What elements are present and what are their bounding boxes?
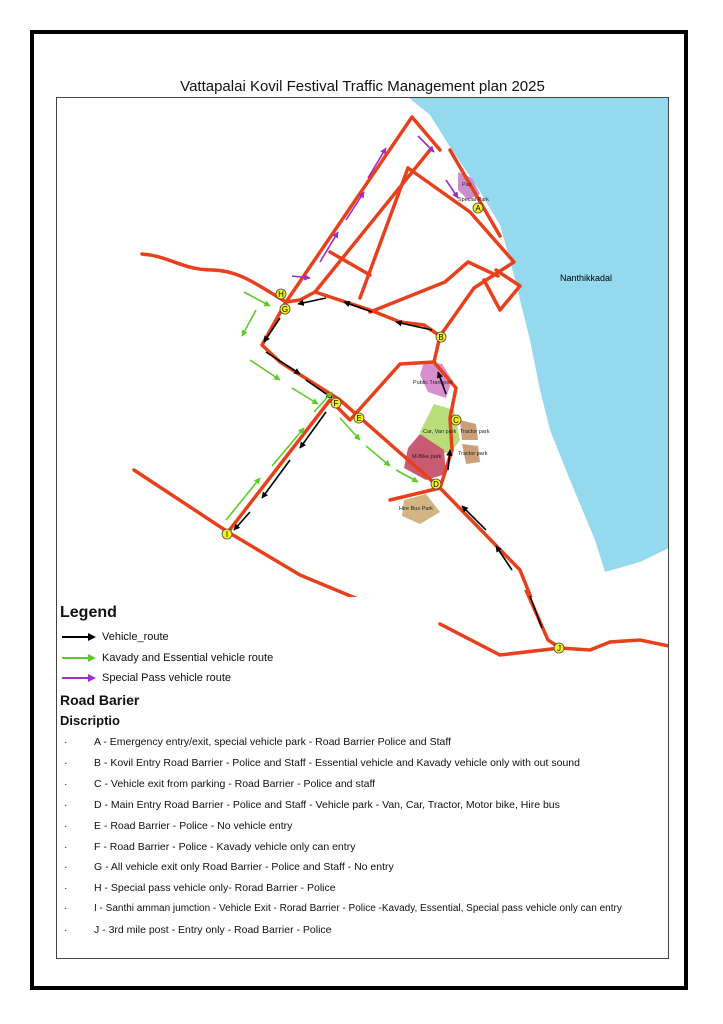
tractor-park-label-1: Tractor park xyxy=(460,429,490,435)
bullet: · xyxy=(64,903,68,914)
bullet: · xyxy=(64,799,68,811)
legend-label: Kavady and Essential vehicle route xyxy=(102,652,274,664)
svg-text:G: G xyxy=(281,305,289,314)
description-text: I - Santhi amman jumction - Vehicle Exit - Rorad Barrier - Police -Kavady, Essential, Special pass vehicle only can entry xyxy=(94,903,622,914)
legend-label: Vehicle_route xyxy=(102,631,169,643)
svg-text:H: H xyxy=(278,290,284,299)
legend-item-vehicle-route xyxy=(62,629,169,645)
mbike-park-label: M-Bike park xyxy=(412,454,442,460)
description-item xyxy=(64,882,336,894)
description-text: D - Main Entry Road Barrier - Police and Staff - Vehicle park - Van, Car, Tractor, Motor bike, Hire bus xyxy=(94,799,560,811)
arrow-line-icon xyxy=(62,633,96,641)
bullet: · xyxy=(64,924,68,936)
description-text: B - Kovil Entry Road Barrier - Police and Staff - Essential vehicle and Kavady vehicle only with out sound xyxy=(94,757,580,769)
description-item xyxy=(64,820,292,832)
bullet: · xyxy=(64,861,68,873)
public-transport-label: Public Transport xyxy=(413,380,453,386)
description-text: A - Emergency entry/exit, special vehicle park - Road Barrier Police and Staff xyxy=(94,736,451,748)
svg-text:C: C xyxy=(453,416,459,425)
legend-item-special-pass-route xyxy=(62,670,231,686)
map-title: Vattapalai Kovil Festival Traffic Management plan 2025 xyxy=(180,78,545,95)
description-text: G - All vehicle exit only Road Barrier - Police and Staff - No entry xyxy=(94,861,394,873)
bullet: · xyxy=(64,841,68,853)
description-item xyxy=(64,903,622,914)
sea-label: Nanthikkadal xyxy=(560,273,613,283)
tractor-park-label-2: Tractor park xyxy=(458,451,488,457)
description-text: J - 3rd mile post - Entry only - Road Barrier - Police xyxy=(94,924,332,936)
description-item xyxy=(64,799,560,811)
svg-text:J: J xyxy=(557,644,561,653)
bullet: · xyxy=(64,778,68,790)
hire-bus-park-label: Hire Bus Park xyxy=(399,506,433,512)
description-text: C - Vehicle exit from parking - Road Barrier - Police and staff xyxy=(94,778,376,790)
bullet: · xyxy=(64,757,68,769)
description-text: E - Road Barrier - Police - No vehicle entry xyxy=(94,820,293,832)
svg-text:F: F xyxy=(333,399,339,408)
road-barrier-title: Road Barier xyxy=(60,692,140,708)
description-item xyxy=(64,924,332,936)
description-item xyxy=(64,757,580,769)
svg-text:I: I xyxy=(225,530,229,539)
description-item xyxy=(64,841,355,853)
description-item xyxy=(64,736,451,748)
legend-title: Legend xyxy=(60,604,117,621)
bullet: · xyxy=(64,736,68,748)
svg-text:B: B xyxy=(438,333,444,342)
pax-label: Pax xyxy=(462,182,472,188)
bullet: · xyxy=(64,820,68,832)
special-park-label: Special Park xyxy=(458,197,489,203)
legend-item-kavady-route xyxy=(62,650,273,666)
arrow-line-icon xyxy=(62,654,96,662)
svg-text:A: A xyxy=(475,204,481,213)
legend-label: Special Pass vehicle route xyxy=(102,672,232,684)
svg-text:E: E xyxy=(356,414,362,423)
car-van-park-label: Car, Van park xyxy=(423,429,457,435)
description-text: H - Special pass vehicle only- Rorad Barrier - Police xyxy=(94,882,336,894)
description-title: Discriptio xyxy=(60,713,120,728)
svg-text:D: D xyxy=(433,480,439,489)
description-item xyxy=(64,861,394,873)
bullet: · xyxy=(64,882,68,894)
description-item xyxy=(64,778,375,790)
description-text: F - Road Barrier - Police - Kavady vehicle only can entry xyxy=(94,841,356,853)
arrow-line-icon xyxy=(62,674,96,682)
